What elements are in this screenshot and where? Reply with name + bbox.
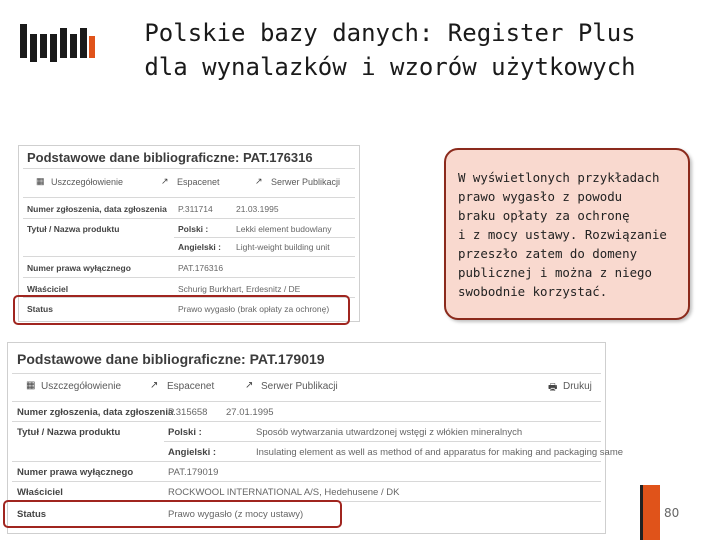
english-value: Light-weight building unit	[236, 242, 330, 252]
external-link-icon: ↗	[161, 176, 169, 186]
right-number-label: Numer prawa wyłącznego	[17, 467, 134, 478]
page-number: 80	[664, 506, 680, 520]
divider	[12, 401, 601, 402]
polish-label: Polski :	[168, 427, 202, 438]
title-label: Tytuł / Nazwa produktu	[27, 224, 120, 234]
slide-title-line2: dla wynalazków i wzorów użytkowych	[144, 53, 636, 81]
application-number: P.315658	[168, 407, 208, 418]
application-label: Numer zgłoszenia, data zgłoszenia	[27, 204, 167, 214]
status-label: Status	[27, 304, 53, 314]
owner-label: Właściciel	[17, 487, 63, 498]
espacenet-link[interactable]: Espacenet	[177, 177, 220, 187]
divider	[12, 481, 601, 482]
divider	[23, 277, 355, 278]
print-icon: 🖶	[548, 382, 558, 393]
english-value: Insulating element as well as method of and apparatus for making and packaging same	[256, 447, 624, 458]
details-icon: ▦	[26, 380, 36, 391]
owner-value: Schurig Burkhart, Erdesnitz / DE	[178, 284, 301, 294]
callout-text: W wyświetlonych przykładach prawo wygasło z powodu braku opłaty za ochronę i z mocy ustawy. Rozwiązanie przeszło zatem do domeny publicznej i można z niego swobodnie korzystać.	[458, 170, 667, 299]
right-number-value: PAT.176316	[178, 263, 224, 273]
espacenet-link[interactable]: Espacenet	[167, 381, 215, 392]
divider	[23, 197, 355, 198]
record-header: Podstawowe dane bibliograficzne: PAT.179019	[17, 351, 325, 367]
status-value: Prawo wygasło (brak opłaty za ochronę)	[178, 304, 330, 314]
right-number-value: PAT.179019	[168, 467, 219, 478]
uprp-logo	[18, 20, 98, 64]
polish-value: Sposób wytwarzania utwardzonej wstęgi z włókien mineralnych	[256, 427, 523, 438]
explanation-callout	[444, 148, 690, 320]
details-icon: ▦	[36, 176, 45, 186]
status-label: Status	[17, 509, 47, 520]
print-link[interactable]: Drukuj	[563, 381, 592, 392]
application-date: 27.01.1995	[226, 407, 274, 418]
server-link[interactable]: Serwer Publikacji	[271, 177, 341, 187]
english-label: Angielski :	[168, 447, 217, 458]
status-highlight-1	[13, 295, 350, 325]
details-link[interactable]: Uszczegółowienie	[41, 381, 122, 392]
owner-label: Właściciel	[27, 284, 69, 294]
divider	[164, 441, 601, 442]
application-number: P.311714	[178, 204, 213, 214]
application-label: Numer zgłoszenia, data zgłoszenia	[17, 407, 174, 418]
page-number-accent	[640, 485, 660, 540]
owner-value: ROCKWOOL INTERNATIONAL A/S, Hedehusene / DK	[168, 487, 400, 498]
divider	[23, 218, 355, 219]
right-number-label: Numer prawa wyłącznego	[27, 263, 131, 273]
divider	[23, 256, 355, 257]
details-link[interactable]: Uszczegółowienie	[51, 177, 124, 187]
divider	[12, 373, 601, 374]
polish-label: Polski :	[178, 224, 209, 234]
record-header: Podstawowe dane bibliograficzne: PAT.176316	[27, 150, 313, 165]
external-link-icon: ↗	[245, 380, 254, 391]
title-label: Tytuł / Nazwa produktu	[17, 427, 121, 438]
slide-title-line1: Polskie bazy danych: Register Plus	[144, 19, 636, 47]
external-link-icon: ↗	[255, 176, 263, 186]
polish-value: Lekki element budowlany	[236, 224, 332, 234]
external-link-icon: ↗	[150, 380, 159, 391]
divider	[12, 421, 601, 422]
status-highlight-2	[3, 500, 342, 528]
english-label: Angielski :	[178, 242, 221, 252]
server-link[interactable]: Serwer Publikacji	[261, 381, 338, 392]
divider	[174, 237, 355, 238]
divider	[12, 461, 601, 462]
divider	[23, 168, 355, 169]
application-date: 21.03.1995	[236, 204, 279, 214]
status-value: Prawo wygasło (z mocy ustawy)	[168, 509, 304, 520]
